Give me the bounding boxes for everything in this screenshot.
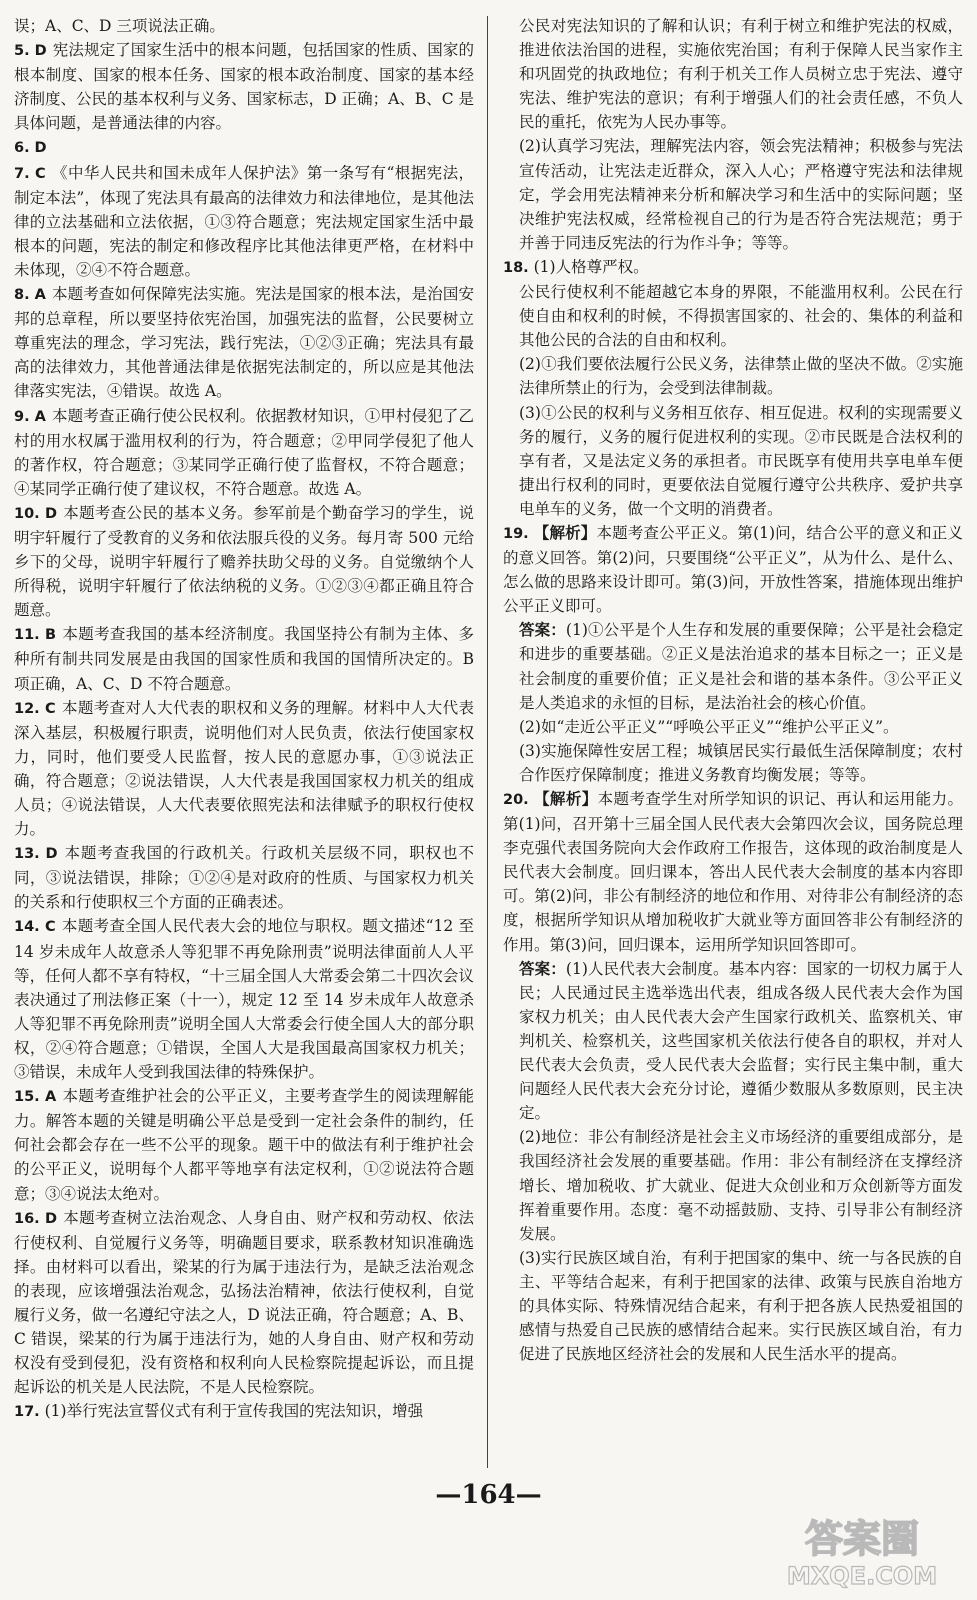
answer-text: 公民行使权利不能超越它本身的界限，不能滥用权利。公民在行使自由和权利的时候，不得损害国家的、社会的、集体的利益和其他公民的合法的自由和权利。 — [519, 283, 963, 350]
answer-item-19a — [503, 618, 963, 714]
answer-item-17c — [503, 14, 963, 134]
answer-item-12 — [14, 696, 474, 842]
answer-letter: D — [44, 505, 57, 522]
answer-item-14 — [14, 914, 474, 1084]
answer-letter: C — [44, 919, 56, 936]
question-number: 5. — [14, 43, 30, 60]
answer-item-10 — [14, 501, 474, 622]
answer-text: (1)举行宪法宣誓仪式有利于宣传我国的宪法知识，增强 — [44, 1402, 424, 1421]
right-column — [503, 14, 963, 1366]
question-number: 9. — [14, 408, 30, 425]
answer-text: (1)人格尊严权。 — [533, 257, 649, 276]
answer-text: (2)地位：非公有制经济是社会主义市场经济的重要组成部分，是我国经济社会发展的重要基础。作用：非公有制经济在支撑经济增长、增加税收、扩大就业、促进大众创业和万众创新等方面发挥着重要作用。态度：毫不动摇鼓励、支持、引导非公有制经济发展。 — [519, 1128, 963, 1243]
section-tag: 答案： — [519, 620, 566, 640]
answer-text: 本题考查我国的行政机关。行政机关层级不同，职权也不同，③说法错误，排除；①②④是对政府的性质、与国家权力机关的关系和行使职权三个方面的正确表述。 — [14, 844, 474, 912]
left-column — [14, 14, 474, 1424]
question-number: 13. — [14, 846, 40, 863]
answer-text: (2)①我们要依法履行公民义务，法律禁止做的坚决不做。②实施法律所禁止的行为，会受到法律制裁。 — [519, 355, 963, 398]
answer-item-20 — [503, 787, 963, 957]
answer-text: 本题考查对人大代表的职权和义务的理解。材料中人大代表深入基层，积极履行职责，说明他们对人民负责，依法行使国家权力，同时，他们要受人民监督，按人民的意愿办事，①③说法正确，符合题意；②说法错误，人大代表是我国国家权力机关的组成人员；④说法错误，人大代表要依照宪法和法律赋予的职权行使权力。 — [14, 698, 474, 839]
answer-text: 误；A、C、D 三项说法正确。 — [14, 17, 225, 35]
answer-letter: D — [44, 1210, 57, 1227]
answer-letter: A — [34, 287, 46, 304]
answer-item-18a — [503, 280, 963, 352]
answer-letter: D — [34, 43, 47, 60]
answer-item-9 — [14, 404, 474, 501]
section-tag: 答案： — [519, 958, 566, 978]
answer-letter: A — [34, 408, 46, 425]
answer-text: (2)认真学习宪法，理解宪法内容，领会宪法精神；积极参与宪法宣传活动，让宪法走近群众，深入人心；严格遵守宪法和法律规定，学会用宪法精神来分析和解决学习和生活中的实际问题；坚决维护宪法权威，经常检视自己的行为是否符合宪法规范；勇于并善于同违反宪法的行为作斗争；等等。 — [519, 137, 963, 252]
watermark-line2: MXQE.COM — [786, 1562, 938, 1590]
question-number: 6. — [14, 140, 30, 157]
answer-letter: C — [44, 700, 56, 717]
question-number: 10. — [14, 505, 40, 522]
answer-letter: D — [45, 846, 58, 863]
question-number: 20. — [503, 792, 529, 808]
answer-item-11 — [14, 622, 474, 695]
question-number: 11. — [14, 627, 40, 644]
column-divider — [487, 16, 488, 1468]
answer-text: 本题考查维护社会的公平正义，主要考查学生的阅读理解能力。解答本题的关键是明确公平总是受到一定社会条件的制约，任何社会都会存在一些不公平的现象。题干中的做法有利于维护社会的公平正义，说明每个人都平等地享有法定权利，①②说法符合题意；③④说法太绝对。 — [14, 1087, 474, 1203]
answer-letter: A — [44, 1089, 57, 1106]
answer-text: 本题考查正确行使公民权利。依据教材知识，①甲村侵犯了乙村的用水权属于滥用权利的行为，符合题意；②甲同学侵犯了他人的著作权，符合题意；③某同学正确行使了监督权，不符合题意；④某同学正确行使了建议权，不符合题意。故选 A。 — [14, 406, 474, 498]
answer-item-20c — [503, 1246, 963, 1366]
answer-item-16 — [14, 1206, 474, 1400]
answer-text: (3)实行民族区域自治，有利于把国家的集中、统一与各民族的自主、平等结合起来，有利于把国家的法律、政策与民族自治地方的具体实际、特殊情况结合起来，有利于把各族人民热爱祖国的感情与热爱自己民族的感情结合起来。实行民族区域自治，有力促进了民族地区经济社会的发展和人民生活水平的提高。 — [519, 1248, 963, 1364]
answer-text: 本题考查公民的基本义务。参军前是个勤奋学习的学生，说明宇轩履行了受教育的义务和依法服兵役的义务。每月寄 500 元给乡下的父母，说明宇轩履行了赡养扶助父母的义务。自觉缴纳个人所得税，说明宇轩履行了依法纳税的义务。①②③④都正确且符合题意。 — [14, 503, 474, 620]
answer-item-5 — [14, 38, 474, 135]
answer-text: 本题考查公平正义。第(1)问，结合公平的意义和正义的意义回答。第(2)问，只要围绕“公平正义”，从为什么、是什么、怎么做的思路来设计即可。第(3)问，开放性答案，措施体现出维护公平正义即可。 — [503, 523, 963, 616]
question-number: 15. — [14, 1089, 40, 1106]
answer-text: 本题考查我国的基本经济制度。我国坚持公有制为主体、多种所有制共同发展是由我国的国家性质和我国的国情所决定的。B 项正确，A、C、D 不符合题意。 — [14, 625, 474, 693]
question-number: 7. — [14, 165, 30, 182]
answer-text: (1)人民代表大会制度。基本内容：国家的一切权力属于人民；人民通过民主选举选出代表，组成各级人民代表大会作为国家权力机关；由人民代表大会产生国家行政机关、监察机关、审判机关、检察机关，这些国家机关依法行使各自的职权，并对人民代表大会负责，受人民代表大会监督；实行民主集中制，重大问题经人民代表大会充分讨论，遵循少数服从多数原则，民主决定。 — [519, 959, 963, 1123]
section-tag: 【解析】 — [533, 522, 597, 542]
watermark-logo — [767, 1512, 957, 1594]
watermark-line1: 答案圈 — [804, 1517, 920, 1561]
page-number: —164— — [435, 1480, 542, 1510]
answer-item-13 — [14, 841, 474, 914]
question-number: 18. — [503, 259, 529, 276]
question-number: 19. — [503, 525, 529, 542]
answer-text: 公民对宪法知识的了解和认识；有利于树立和维护宪法的权威，推进依法治国的进程，实施依宪治国；有利于保障人民当家作主和巩固党的执政地位；有利于机关工作人员树立忠于宪法、遵守宪法、维护宪法的意识；有利于增强人们的社会责任感，不负人民的重托，依宪为人民办事等。 — [519, 17, 963, 132]
question-number: 17. — [14, 1404, 40, 1421]
answer-item-15 — [14, 1084, 474, 1205]
answer-item-17 — [14, 1399, 474, 1424]
answer-letter: D — [34, 140, 47, 157]
answer-text: (2)如“走近公平正义”“呼唤公平正义”“维护公平正义”。 — [519, 717, 899, 736]
answer-item-7 — [14, 161, 474, 282]
question-number: 8. — [14, 287, 30, 304]
answer-text: (1)①公平是个人生存和发展的重要保障；公平是社会稳定和进步的重要基础。②正义是法治追求的基本目标之一；正义是社会制度的重要价值；正义是社会和谐的基本条件。③公平正义是人类追求的永恒的目标，是法治社会的核心价值。 — [519, 621, 963, 712]
answer-text: 宪法规定了国家生活中的根本问题，包括国家的性质、国家的根本制度、国家的根本任务、国家的根本政治制度、国家的基本经济制度、公民的基本权利与义务、国家标志，D 正确；A、B、C 是具体问题，是普通法律的内容。 — [14, 41, 474, 133]
answer-item-8 — [14, 282, 474, 403]
answer-text: (3)①公民的权利与义务相互依存、相互促进。权利的实现需要义务的履行，义务的履行促进权利的实现。②市民既是合法权利的享有者，又是法定义务的承担者。市民既享有使用共享电单车便捷出行权利的同时，更要依法自觉履行遵守公共秩序、爱护共享电单车的义务，做一个文明的消费者。 — [519, 403, 963, 518]
answer-text: 本题考查全国人民代表大会的地位与职权。题文描述“12 至 14 岁未成年人故意杀人等犯罪不再免除刑责”说明法律面前人人平等，任何人都不享有特权，“十三届全国人大常委会第二十四次会议表决通过了刑法修正案（十一），规定 12 至 14 岁未成年人故意杀人等犯罪不再免除刑责”说明全国人大常委会行使全国人大的部分职权，②④符合题意；①错误，全国人大是我国最高国家权力机关；③错误，未成年人受到我国法律的特殊保护。 — [14, 917, 475, 1082]
answer-item-6 — [14, 135, 474, 160]
answer-item-20a — [503, 957, 963, 1126]
answer-item-18c — [503, 401, 963, 521]
answer-item-19c — [503, 739, 963, 787]
answer-text: 本题考查学生对所学知识的识记、再认和运用能力。第(1)问，召开第十三届全国人民代表大会第四次会议，国务院总理李克强代表国务院向大会作政府工作报告，这体现的政治制度是人民代表大会制度。回归课本，答出人民代表大会制度的基本内容即可。第(2)问，非公有制经济的地位和作用、对待非公有制经济的态度，根据所学知识从增加税收扩大就业等方面回答非公有制经济的作用。第(3)问，回归课本，运用所学知识回答即可。 — [503, 790, 963, 954]
question-number: 16. — [14, 1210, 40, 1227]
answer-item-4c — [14, 14, 474, 38]
answer-item-18 — [503, 255, 963, 280]
answer-item-19b — [503, 715, 963, 739]
answer-text: (3)实施保障性安居工程；城镇居民实行最低生活保障制度；农村合作医疗保障制度；推进义务教育均衡发展；等等。 — [519, 741, 963, 784]
answer-item-20b — [503, 1125, 963, 1245]
answer-item-19 — [503, 521, 963, 618]
answer-text: 本题考查如何保障宪法实施。宪法是国家的根本法，是治国安邦的总章程，所以要坚持依宪治国，加强宪法的监督，公民要树立尊重宪法的理念，学习宪法，践行宪法，①②③正确；宪法具有最高的法律效力，其他普通法律是依据宪法制定的，所以应是其他法律落实宪法，④错误。故选 A。 — [14, 285, 474, 401]
section-tag: 【解析】 — [534, 789, 598, 808]
answer-item-18b — [503, 352, 963, 400]
question-number: 12. — [14, 700, 40, 717]
answer-item-17b — [503, 134, 963, 254]
question-number: 14. — [14, 919, 40, 936]
answer-letter: C — [34, 165, 46, 182]
answer-text: 本题考查树立法治观念、人身自由、财产权和劳动权、依法行使权利、自觉履行义务等，明确题目要求，联系教材知识准确选择。由材料可以看出，梁某的行为属于违法行为，是缺乏法治观念的表现，应该增强法治观念，弘扬法治精神，依法行使权利，自觉履行义务，做一名遵纪守法之人，D 说法正确，符合题意；A、B、C 错误，梁某的行为属于违法行为，她的人身自由、财产权和劳动权没有受到侵犯，没有资格和权利向人民检察院提起诉讼，而且提起诉讼的机关是人民法院，不是人民检察院。 — [14, 1208, 474, 1397]
answer-text: 《中华人民共和国未成年人保护法》第一条写有“根据宪法，制定本法”，体现了宪法具有最高的法律效力和法律地位，是其他法律的立法基础和立法依据，①③符合题意；宪法规定国家生活中最根本的问题，宪法的制定和修改程序比其他法律更严格，在材料中未体现，②④不符合题意。 — [14, 163, 474, 279]
answer-letter: B — [44, 627, 57, 644]
